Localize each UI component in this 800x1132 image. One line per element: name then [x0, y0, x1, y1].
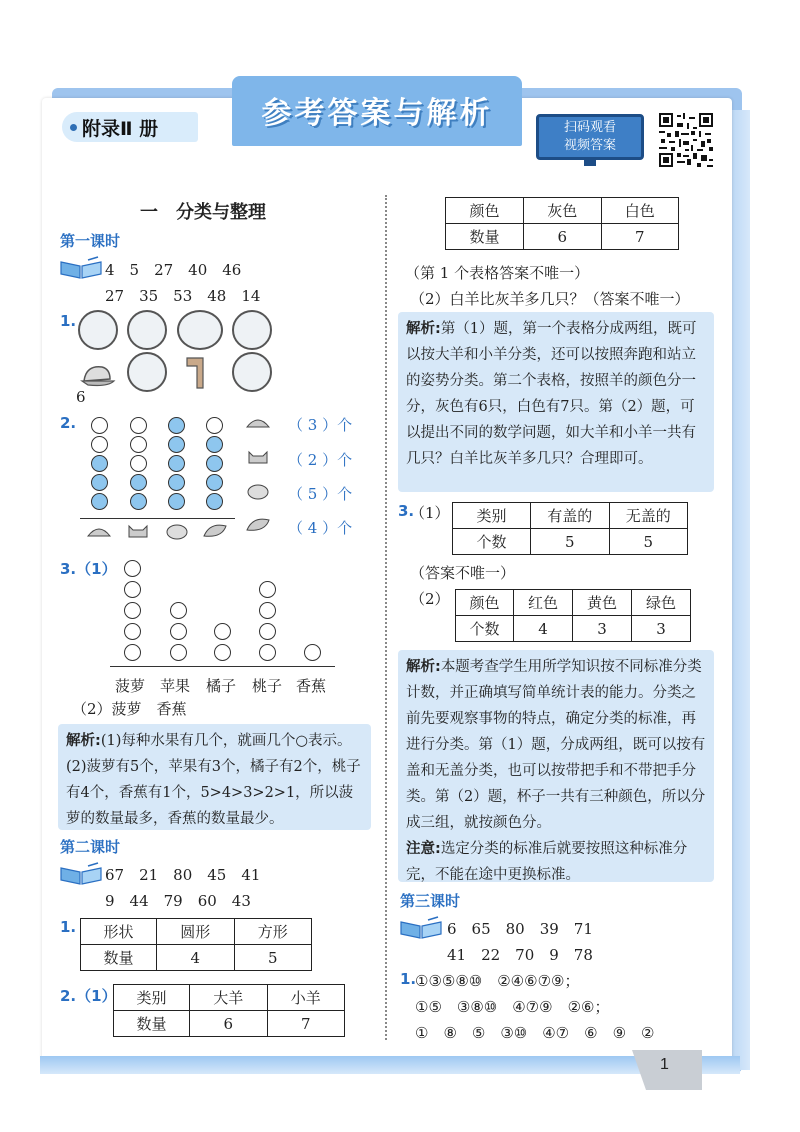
cup-lid-table — [452, 502, 688, 555]
q1-number: 1. — [60, 918, 77, 936]
circle-mark — [206, 455, 223, 472]
q2-number: 2. — [60, 414, 77, 432]
table-cell: 方形 — [234, 919, 312, 945]
circle-mark — [259, 644, 276, 661]
q2-count-3: （ 5 ）个 — [288, 485, 353, 503]
table-cell: 5 — [609, 529, 688, 555]
explain-label: 解析: — [406, 321, 441, 337]
note-label: 注意: — [406, 841, 441, 857]
table-cell: 数量 — [81, 945, 157, 971]
circle-mark — [130, 455, 147, 472]
note-answer-not-unique: （第 1 个表格答案不唯一） — [405, 264, 590, 282]
open-book-icon — [58, 862, 104, 886]
fruit-label: 苹果 — [160, 677, 191, 695]
banner-title: 参考答案与解析 — [261, 96, 493, 131]
table-cell: 颜色 — [456, 590, 514, 616]
q1-answer-line1: ①③⑤⑧⑩ ②④⑥⑦⑨； — [415, 972, 580, 990]
toy-car-icon — [177, 310, 223, 350]
table-cell: 红色 — [514, 590, 573, 616]
shape-count-table — [80, 918, 312, 971]
q3-part2-label: （2） — [410, 590, 450, 608]
q1-answer: 6 — [76, 388, 86, 406]
circle-mark — [130, 436, 147, 453]
circle-mark — [259, 623, 276, 640]
circle-mark — [124, 623, 141, 640]
circle-mark — [130, 474, 147, 491]
table-cell: 7 — [601, 224, 679, 250]
q1-number: 1. — [60, 312, 77, 330]
circle-mark — [124, 602, 141, 619]
table-cell: 类别 — [453, 503, 531, 529]
explain-label: 解析: — [66, 733, 101, 749]
calc-answers-row2: 41 22 70 9 78 — [447, 946, 593, 964]
q2-part2-answer: （2）白羊比灰羊多几只？（答案不唯一） — [410, 290, 690, 308]
page-number: 1 — [660, 1056, 669, 1073]
circle-mark — [206, 417, 223, 434]
leaf-icon — [245, 516, 271, 534]
q1-number: 1. — [400, 970, 417, 988]
sheep-color-table — [445, 197, 679, 250]
circle-mark — [91, 417, 108, 434]
circle-mark — [214, 623, 231, 640]
cat-face-icon — [245, 448, 271, 466]
circle-mark — [168, 474, 185, 491]
explain-text: 本题考查学生用所学知识按不同标准分类计数，并正确填写简单统计表的能力。分类之前先要观察事物的特点，确定分类的标准，再进行分类。第（1）题，分成两组，既可以按有盖和无盖分类，也可以按带把手和不带把手分类。第（2）题，杯子一共有三种颜色，所以分成三组，就按颜色分。 — [406, 659, 706, 831]
q3-part2-answer: （2）菠萝 香蕉 — [72, 700, 187, 718]
table-cell: 4 — [514, 616, 573, 642]
circle-mark — [168, 417, 185, 434]
baseline — [80, 518, 235, 519]
circle-mark — [170, 623, 187, 640]
bun-icon — [164, 522, 190, 540]
circle-mark — [214, 644, 231, 661]
lesson3-title: 第三课时 — [400, 892, 461, 910]
circle-mark — [170, 644, 187, 661]
column-divider — [385, 195, 387, 1040]
qr-code-icon[interactable] — [657, 111, 715, 169]
explain-text: 第（1）题，第一个表格分成两组，既可以按大羊和小羊分类，还可以按照奔跑和站立的姿势分类。第二个表格，按照羊的颜色分一分，灰色有6只，白色有7只。第（2）题，可以提出不同的数学问题，如大羊和小羊一共有几只？白羊比灰羊多几只？合理即可。 — [406, 321, 697, 467]
teddy-bear-icon — [232, 352, 272, 392]
explanation-box-lesson1 — [58, 724, 371, 830]
circle-mark — [206, 436, 223, 453]
table-cell: 数量 — [446, 224, 524, 250]
q1-answer-line2: ①⑤ ③⑧⑩ ④⑦⑨ ②⑥； — [415, 998, 610, 1016]
circle-mark — [304, 644, 321, 661]
table-cell: 个数 — [453, 529, 531, 555]
circle-mark — [130, 493, 147, 510]
baseline — [110, 666, 335, 667]
bullet-icon — [70, 124, 77, 131]
q3-number: 3. — [398, 502, 415, 520]
q3-number: 3.（1） — [60, 560, 117, 578]
open-book-icon — [58, 256, 104, 280]
pinwheel-icon — [78, 310, 118, 350]
circle-mark — [259, 581, 276, 598]
explain-text: (1)每种水果有几个，就画几个○表示。(2)菠萝有5个，苹果有3个，橘子有2个，桃子有4个，香蕉有1个，5>4>3>2>1，所以菠萝的数量最多，香蕉的数量最少。 — [66, 733, 361, 827]
circle-mark — [206, 474, 223, 491]
table-cell: 3 — [632, 616, 691, 642]
table-cell: 4 — [157, 945, 235, 971]
circle-mark — [91, 455, 108, 472]
calc-answers-row1: 6 65 80 39 71 — [447, 920, 593, 938]
open-book-icon — [398, 916, 444, 940]
scarf-icon — [177, 352, 217, 392]
bun-icon — [245, 482, 271, 500]
lesson2-title: 第二课时 — [60, 838, 121, 856]
appendix-label: 附录Ⅱ 册 — [82, 118, 159, 140]
fruit-label: 桃子 — [252, 677, 283, 695]
table-cell: 3 — [573, 616, 632, 642]
circle-mark — [91, 493, 108, 510]
leaf-icon — [202, 522, 228, 540]
circle-mark — [168, 493, 185, 510]
title-banner — [232, 76, 522, 146]
table-cell: 小羊 — [267, 985, 345, 1011]
table-cell: 6 — [190, 1011, 268, 1037]
q2-count-2: （ 2 ）个 — [288, 451, 353, 469]
circle-mark — [91, 474, 108, 491]
fruit-label: 菠萝 — [115, 677, 146, 695]
circle-mark — [124, 581, 141, 598]
scan-video-button[interactable] — [536, 114, 644, 160]
sheep-size-table — [113, 984, 345, 1037]
table-cell: 数量 — [114, 1011, 190, 1037]
table-cell: 白色 — [601, 198, 679, 224]
table-cell: 灰色 — [524, 198, 602, 224]
table-cell: 5 — [531, 529, 610, 555]
explanation-box-q3 — [398, 650, 714, 882]
circle-mark — [170, 602, 187, 619]
table-cell: 颜色 — [446, 198, 524, 224]
fruit-label: 香蕉 — [296, 677, 327, 695]
table-cell: 圆形 — [157, 919, 235, 945]
q3-part1-label: （1） — [410, 504, 450, 522]
circle-mark — [91, 436, 108, 453]
circle-mark — [130, 417, 147, 434]
q1-answer-line3: ① ⑧ ⑤ ③⑩ ④⑦ ⑥ ⑨ ② — [415, 1024, 655, 1042]
lesson1-title: 第一课时 — [60, 232, 121, 250]
circle-mark — [168, 455, 185, 472]
note-text: 选定分类的标准后就要按照这种标准分完，不能在途中更换标准。 — [406, 841, 688, 883]
circle-mark — [206, 493, 223, 510]
explanation-box-q2 — [398, 312, 714, 492]
cat-face-icon — [125, 522, 151, 540]
table-cell: 类别 — [114, 985, 190, 1011]
table-cell: 黄色 — [573, 590, 632, 616]
circle-mark — [168, 436, 185, 453]
table-cell: 个数 — [456, 616, 514, 642]
cup-color-table — [455, 589, 691, 642]
fruit-label: 橘子 — [206, 677, 237, 695]
explain-label: 解析: — [406, 659, 441, 675]
table-cell: 绿色 — [632, 590, 691, 616]
circle-mark — [124, 644, 141, 661]
circle-mark — [259, 602, 276, 619]
table-cell: 7 — [267, 1011, 345, 1037]
calc-answers-row1: 4 5 27 40 46 — [105, 261, 242, 279]
scan-line1: 扫码观看 — [563, 120, 616, 135]
calc-answers-row1: 67 21 80 45 41 — [105, 866, 261, 884]
dumpling-icon — [86, 522, 112, 540]
circle-mark — [124, 560, 141, 577]
calc-answers-row2: 9 44 79 60 43 — [105, 892, 251, 910]
note-answer-not-unique: （答案不唯一） — [410, 564, 516, 582]
q2-number: 2.（1） — [60, 987, 117, 1005]
table-cell: 无盖的 — [609, 503, 688, 529]
rubiks-cube-icon — [127, 310, 167, 350]
scan-line2: 视频答案 — [563, 138, 616, 153]
table-cell: 形状 — [81, 919, 157, 945]
table-cell: 6 — [524, 224, 602, 250]
dumpling-icon — [245, 413, 271, 431]
table-cell: 大羊 — [190, 985, 268, 1011]
section-title: 一 分类与整理 — [140, 202, 266, 223]
page-bottom-stripe — [40, 1056, 740, 1074]
calc-answers-row2: 27 35 53 48 14 — [105, 287, 261, 305]
toy-plane-icon — [232, 310, 272, 350]
q2-count-4: （ 4 ）个 — [288, 519, 353, 537]
q2-count-1: （ 3 ）个 — [288, 416, 353, 434]
table-cell: 5 — [234, 945, 312, 971]
monitor-stand-icon — [584, 160, 596, 166]
appendix-tag — [62, 112, 198, 142]
tumbler-doll-icon — [127, 352, 167, 392]
table-cell: 有盖的 — [531, 503, 610, 529]
